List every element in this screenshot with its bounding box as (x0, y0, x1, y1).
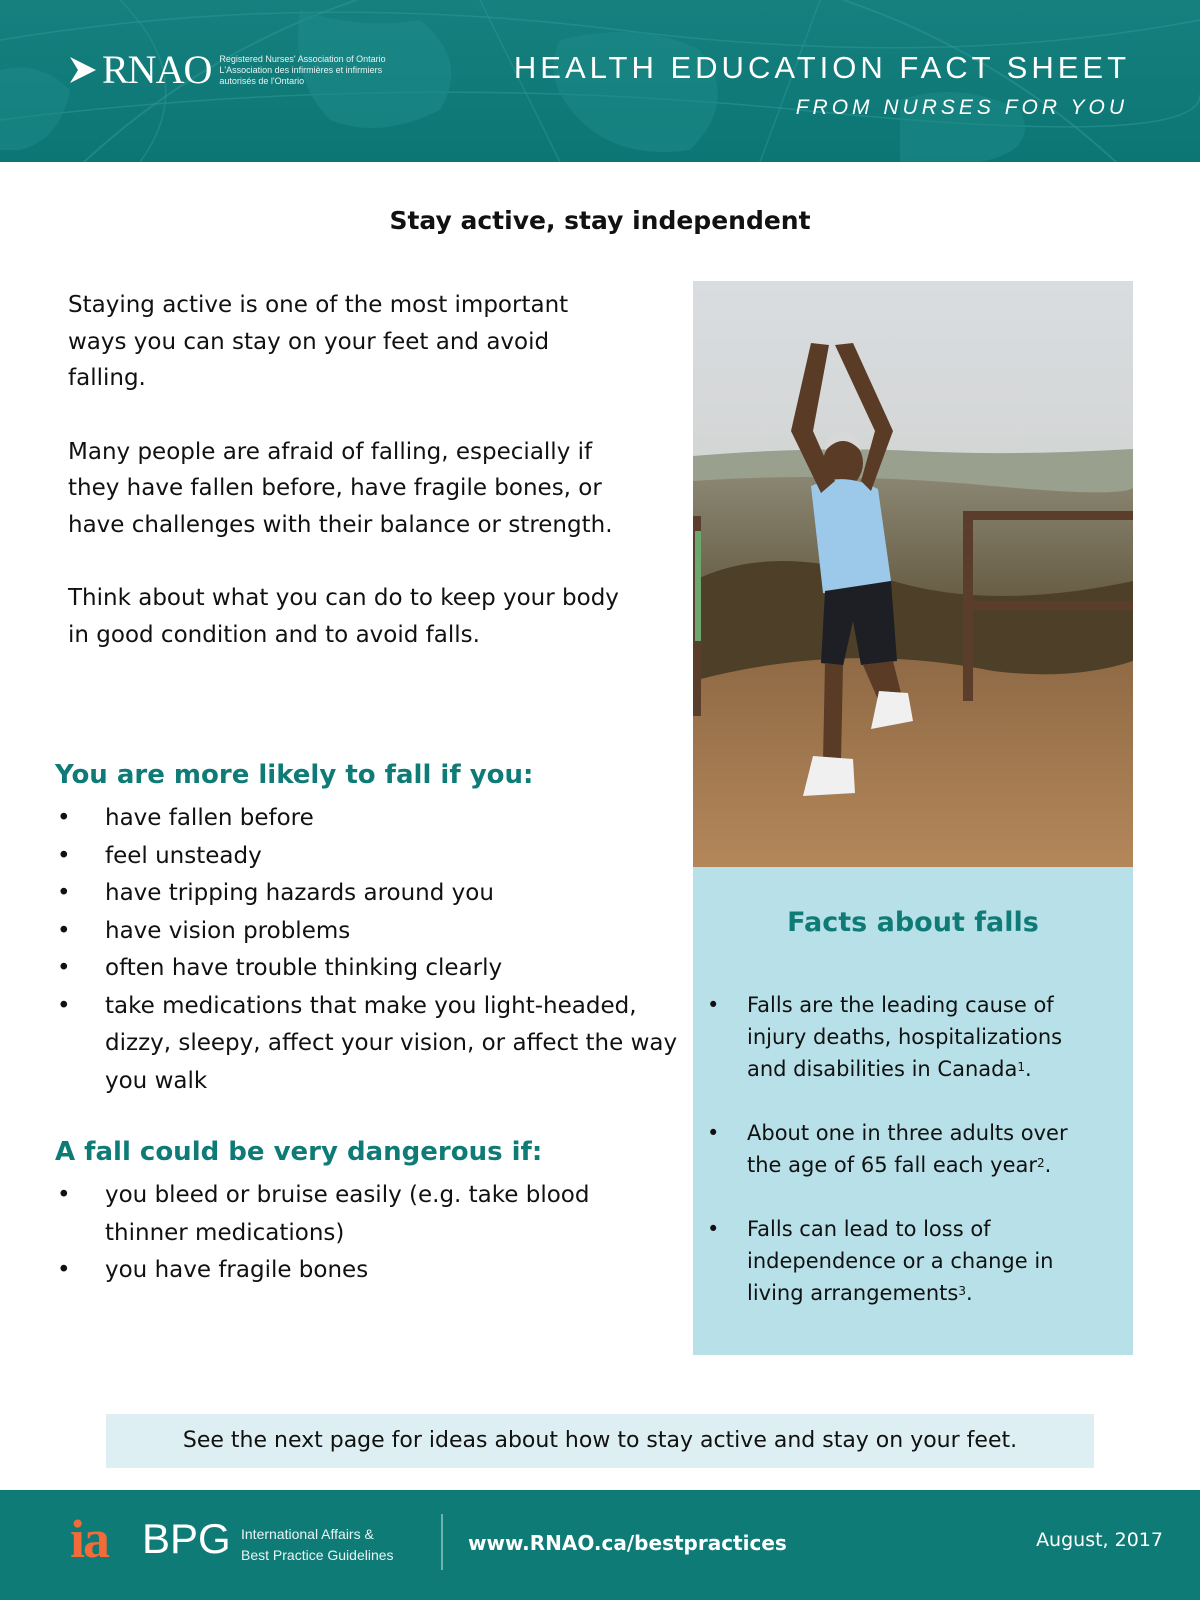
footnote-ref: 1 (1017, 1060, 1025, 1074)
fact-item (707, 1213, 1107, 1309)
footer-bar (0, 1490, 1200, 1600)
fact-text: About one in three adults over the age of 65 fall each year (747, 1121, 1068, 1177)
rnao-logo-sub-en: Registered Nurses' Association of Ontario (219, 53, 386, 64)
publication-date: August, 2017 (1036, 1529, 1163, 1551)
fact-end: . (1044, 1153, 1052, 1177)
list-item: • feel unsteady (55, 838, 695, 876)
rnao-logo-sub-fr-2: autorisés de l'Ontario (219, 75, 305, 86)
intro-paragraph: Think about what you can do to keep your body in good condition and to avoid falls. (68, 585, 619, 648)
footnote-ref: 3 (958, 1284, 966, 1298)
ia-sub-line-2: Best Practice Guidelines (241, 1547, 394, 1563)
list-item: • often have trouble thinking clearly (55, 950, 695, 988)
rnao-logo (70, 47, 386, 92)
ia-sub-line-1: International Affairs & (241, 1526, 374, 1542)
next-page-callout: See the next page for ideas about how to stay active and stay on your feet. (106, 1414, 1094, 1468)
fact-text: Falls can lead to loss of independence or a change in living arrangements (747, 1217, 1054, 1305)
list-item: • take medications that make you light-headed, dizzy, sleepy, affect your vision, or affect the way you walk (55, 988, 695, 1101)
rnao-logo-sub-fr-1: L'Association des infirmières et infirmiers (219, 64, 383, 75)
fact-end: . (1024, 1057, 1032, 1081)
intro-paragraph: Many people are afraid of falling, especially if they have fallen before, have fragile bones, or have challenges with their balance or strength. (68, 438, 613, 538)
fact-end: . (965, 1281, 973, 1305)
footer-divider (441, 1514, 443, 1570)
fact-text: Falls are the leading cause of injury deaths, hospitalizations and disabilities in Canada (747, 993, 1063, 1081)
header-banner (0, 0, 1200, 162)
ia-bpg-subtext (241, 1524, 394, 1566)
footnote-ref: 2 (1037, 1156, 1045, 1170)
header-subtitle: FROM NURSES FOR YOU (795, 96, 1128, 119)
risk-heading: You are more likely to fall if you: (55, 760, 534, 790)
list-item: • have vision problems (55, 913, 695, 951)
rnao-logo-text: RNAO (102, 47, 212, 92)
list-item: • you bleed or bruise easily (e.g. take blood thinner medications) (55, 1177, 655, 1252)
intro-text (68, 287, 628, 690)
website-link[interactable]: www.RNAO.ca/bestpractices (468, 1531, 787, 1555)
facts-panel (693, 867, 1133, 1355)
bpg-logo-text: BPG (142, 1515, 231, 1562)
facts-list (707, 989, 1107, 1341)
ia-logo-text: ia (70, 1509, 109, 1569)
risk-list (55, 800, 695, 1100)
list-item: • you have fragile bones (55, 1252, 655, 1290)
header-title: HEALTH EDUCATION FACT SHEET (513, 50, 1130, 85)
list-item: • have tripping hazards around you (55, 875, 695, 913)
fact-item (707, 989, 1107, 1085)
fact-item (707, 1117, 1107, 1181)
page-title: Stay active, stay independent (389, 206, 811, 235)
facts-heading: Facts about falls (787, 907, 1039, 938)
intro-paragraph: Staying active is one of the most important ways you can stay on your feet and avoid falling. (68, 292, 569, 391)
list-item: • have fallen before (55, 800, 695, 838)
rnao-arrow-icon (70, 55, 96, 85)
senior-man-exercising-photo (693, 281, 1133, 867)
danger-list (55, 1177, 655, 1290)
rnao-logo-subtext (219, 54, 385, 87)
photo-illustration (693, 281, 1133, 867)
danger-heading: A fall could be very dangerous if: (55, 1137, 543, 1167)
